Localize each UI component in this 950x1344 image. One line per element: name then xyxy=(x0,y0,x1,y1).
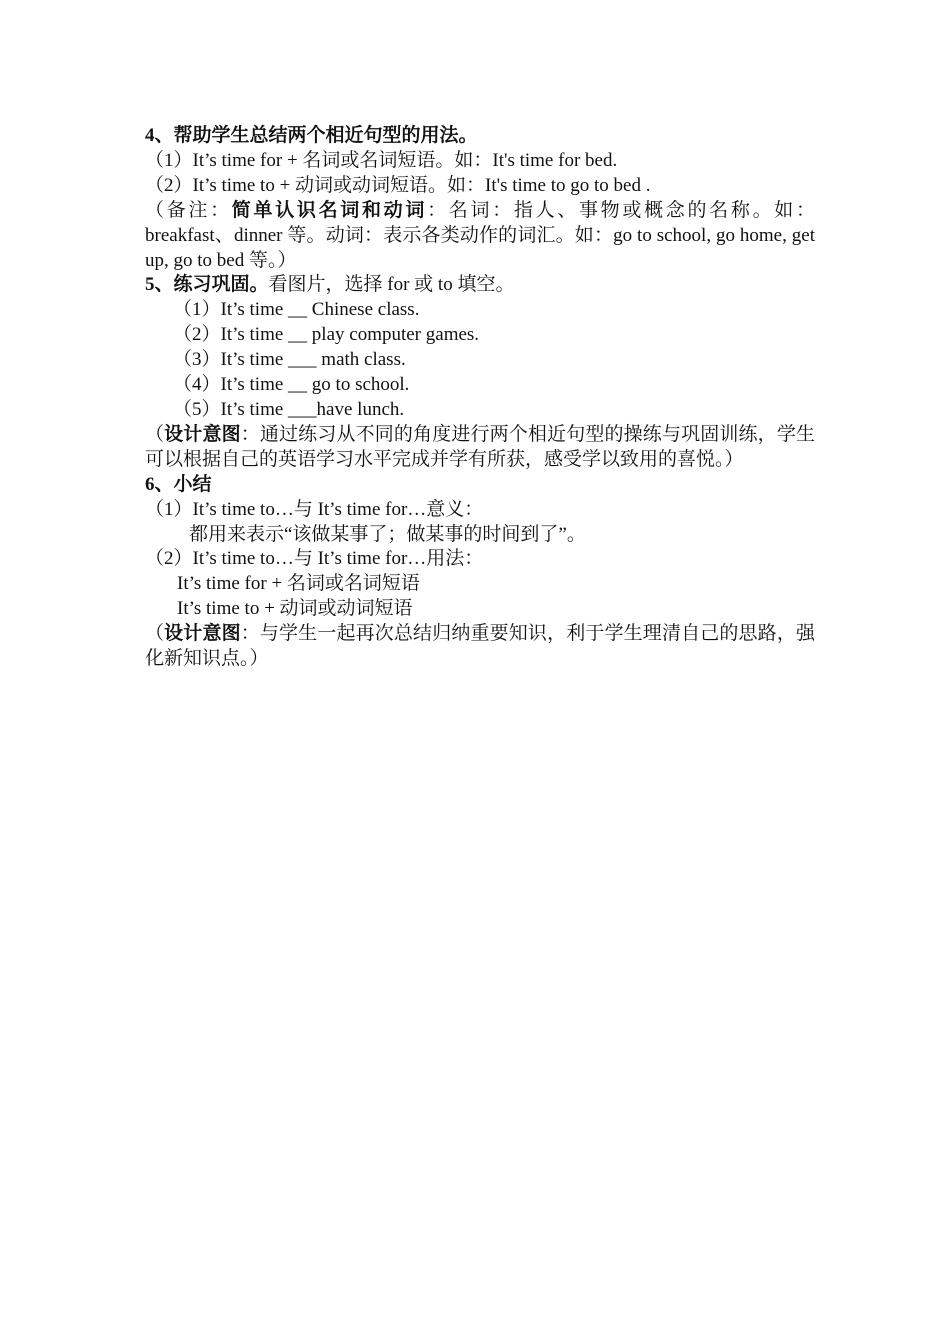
note-bold-label: 简单认识名词和动词 xyxy=(231,199,428,221)
section-4-line-2: （2）It’s time to + 动词或动词短语。如：It's time to go to bed . xyxy=(145,174,651,196)
section-5-heading: 5、练习巩固。 xyxy=(145,274,269,296)
document-body xyxy=(145,124,815,672)
exercise-item-3: （3）It’s time ___ math class. xyxy=(173,349,406,371)
exercise-item-4: （4）It’s time __ go to school. xyxy=(173,374,410,396)
note-text: ：名词：指人、事物或概念的名称。如：breakfast、dinner 等。动词：表示各类动作的词汇。如：go to school, go home, get up, go to bed 等。） xyxy=(145,199,815,271)
summary-meaning-text: 都用来表示“该做某事了；做某事的时间到了”。 xyxy=(189,523,586,545)
section-5-heading-line xyxy=(145,273,815,298)
design-text: ：通过练习从不同的角度进行两个相近句型的操练与巩固训练，学生可以根据自己的英语学习水平完成并学有所获，感受学以致用的喜悦。） xyxy=(145,423,815,470)
summary-usage-title: （2）It’s time to…与 It’s time for…用法： xyxy=(145,548,484,570)
design-text: ：与学生一起再次总结归纳重要知识，利于学生理清自己的思路，强化新知识点。） xyxy=(145,623,815,670)
design-label: 设计意图 xyxy=(164,623,241,645)
exercise-item-2: （2）It’s time __ play computer games. xyxy=(173,324,480,346)
section-4-note xyxy=(145,199,815,274)
design-open: （ xyxy=(145,623,165,645)
section-6-design-intent xyxy=(145,622,815,672)
summary-usage-for: It’s time for + 名词或名词短语 xyxy=(177,573,420,595)
note-open: （备注： xyxy=(145,199,232,221)
exercise-item-1: （1）It’s time __ Chinese class. xyxy=(173,299,420,321)
section-5-design-intent xyxy=(145,423,815,473)
design-label: 设计意图 xyxy=(164,423,241,445)
summary-usage-to: It’s time to + 动词或动词短语 xyxy=(177,598,413,620)
section-6-heading: 6、小结 xyxy=(145,473,212,495)
section-5-instruction: 看图片，选择 for 或 to 填空。 xyxy=(268,274,515,296)
summary-meaning-title: （1）It’s time to…与 It’s time for…意义： xyxy=(145,498,484,520)
section-4-line-1: （1）It’s time for + 名词或名词短语。如：It's time for bed. xyxy=(145,149,618,171)
exercise-item-5: （5）It’s time ___have lunch. xyxy=(173,398,405,420)
section-4-heading: 4、帮助学生总结两个相近句型的用法。 xyxy=(145,125,478,146)
design-open: （ xyxy=(145,423,165,445)
